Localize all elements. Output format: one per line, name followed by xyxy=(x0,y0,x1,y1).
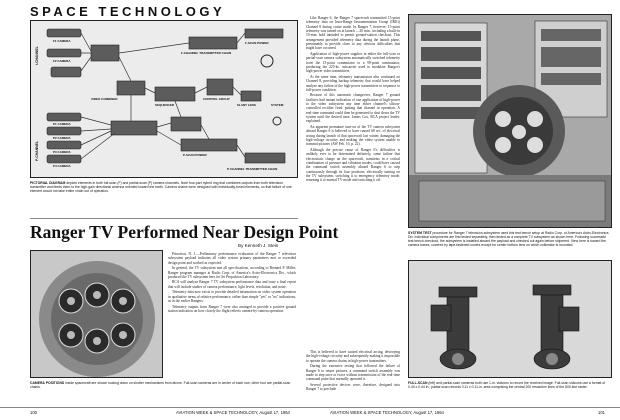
paragraph: Because of this automatic changeover, Ranger 7 ground facilities had instant indication of one application of high-power to the video subsystem any time either channel's silicon-controlled rectifier fired, putting that channel in operation. A real-time command could then be generated to shut down the TV system until the desired time, James Cox, RCA project leader, explained. xyxy=(306,93,400,124)
caption-lead: CAMERA POSITIONS xyxy=(30,381,65,385)
diagram-label: P4 CAMERA xyxy=(53,164,71,168)
full-scan-camera-photo xyxy=(408,260,612,378)
diagram-label: F1 CAMERA xyxy=(53,39,71,43)
article-byline: By Kenneth J. Stein xyxy=(238,243,279,248)
footer-rule xyxy=(0,407,620,408)
caption-body: (left) and partial-scan cameras both use 1-in. vidicons to record the received image. Full-scan vidicons use a format of 0.44 x 0.44 in.; partial scan records 0.11 x 0.11-in. area comprising the central 200 resolution lines of the 800-line raster. xyxy=(408,381,606,390)
paragraph: Several protective devices were, therefore, designed into Ranger 7 to preclude xyxy=(306,382,400,392)
article-column-2 xyxy=(306,16,400,184)
caption-lead: FULL-SCAN xyxy=(408,381,428,385)
diagram-label: CONTROL GROUP xyxy=(203,97,230,101)
full-scan-illustration xyxy=(409,261,612,378)
left-page-number: 100 xyxy=(30,410,37,415)
diagram-label: P2 CAMERA xyxy=(53,136,71,140)
right-page-number: 101 xyxy=(598,410,605,415)
diagram-label: F-CHANNEL TRANSMITTER CHAIN xyxy=(181,51,232,55)
diagram-label: P1 CAMERA xyxy=(53,122,71,126)
caption-body: depicts elements in both full-scan (F) and partial-scan (P) camera channels. Note four-part hybrid ring that combines outputs from both television transmitter and feeds them to the high-gain directional antenna oriented toward the earth. Camera chains were designed with individually-fused elements, so that failure of one element would not take entire chain out of operation. xyxy=(30,181,292,194)
full-scan-caption xyxy=(408,381,612,389)
caption-body: inside spacecraft are shown looking down on shutter mechanisms from above. Full-scan cameras are in center of each row; other four are partial-scan chains. xyxy=(30,381,291,390)
pictorial-diagram xyxy=(30,20,298,178)
article-column-1 xyxy=(168,252,296,314)
paragraph: Telemetry outputs from Ranger 7 were also arranged to provide a positive ground station indication on how closely the flight reflects camera-by-camera operation. xyxy=(168,304,296,313)
diagram-label: SEQUENCER xyxy=(155,103,175,107)
section-header: SPACE TECHNOLOGY xyxy=(30,4,226,19)
camera-caption xyxy=(30,381,298,389)
caption-lead: PICTORIAL DIAGRAM xyxy=(30,181,66,185)
diagram-label: P3 CAMERA xyxy=(53,150,71,154)
system-test-illustration xyxy=(409,15,612,228)
paragraph: Like Ranger 6, the Ranger 7 spacecraft transmitted 15-point telemetry data on Intra-Range Instrumentation Group (IRIG) Channel 8 during cruise mode. In Ranger 7, however, 15-point telemetry was turned on at launch —30 min., including a built-in 10-min. hold intended to permit ground-station checkout. This arrangement provided telemetry data during the launch phase, presumably to provide clues to any obvious difficulties that might have occurred. xyxy=(306,16,400,51)
group-label-p-channel: P-CHANNEL xyxy=(35,141,39,161)
system-test-photo xyxy=(408,14,612,228)
right-footer-text: AVIATION WEEK & SPACE TECHNOLOGY, August 17, 1964 xyxy=(330,410,444,415)
article-column-3 xyxy=(306,350,400,393)
article-headline: Ranger TV Performed Near Design Point xyxy=(30,222,339,242)
caption-body: procedure for Ranger 7 television subsystem used this test bench setup at Radio Corp. of America's Astro-Electronics Div. Individual components are first tested separately, then tested as a complete TV subsystem as shown here. Following successful test bench checkout, the subsystem is installed aboard the payload and checked out again before shipment. View here is toward the camera bases, covered by tape-fastened covers except for center bottom lens on which collimator is mounted. xyxy=(408,231,609,248)
group-label-i-channel: I-CHANNEL xyxy=(35,46,39,65)
paragraph: An apparent premature turn-on of the TV camera subsystem aboard Ranger 6 is believed to have caused 68 sec. of electrical arcing during launch of that spacecraft last winter, damaging the high-voltage circuitry and making the video system unable to transmit pictures (AW Feb. 10, p. 22). xyxy=(306,125,400,147)
diagram-label: VIDEO COMBINER xyxy=(91,97,118,101)
caption-lead: SYSTEM TEST xyxy=(408,231,432,235)
diagram-label: P-CHANNEL TRANSMITTER CHAIN xyxy=(227,167,278,171)
camera-photo-illustration xyxy=(31,251,163,378)
paragraph: Although the precise cause of Ranger 6's difficulties is unlikely ever to be determined definitely, some failure that electrostatic charge on the spacecraft, transients in a critical combination of pressure and vibration modes, could have caused the command switch assembly aboard Ranger 6 to step continuously through its four positions, electrically turning on the TV subsystem, switching it to emergency telemetry mode, returning it to normal TV mode and switching it off. xyxy=(306,147,400,183)
paragraph: RCA will analyze Ranger 7 TV subsystem performance data and issue a final report that will include studies of camera performance, light levels, resolution, and noise. xyxy=(168,280,296,289)
camera-positions-photo xyxy=(30,250,163,378)
diagram-label: F2 CAMERA xyxy=(53,59,71,63)
diagram-caption xyxy=(30,181,298,193)
paragraph: Telemetry data now exists to provide detailed information on video system operation in qualitative terms of relative performance, rather than simple "yes" or "no" indications, as in the earlier Rangers. xyxy=(168,290,296,303)
paragraph: During the extensive testing that followed the failure of Ranger 6 to return pictures, a command switch assembly was made to step once or twice without transmission of the real-time command pulse that normally operated it. xyxy=(306,364,400,382)
diagram-label: SYSTEM xyxy=(271,103,284,107)
paragraph: Princeton, N. J.—Preliminary performance evaluation of the Ranger 7 television subsystem payload indicates all video system primary parameters met or exceeded design point and worked as expected. xyxy=(168,252,296,265)
paragraph: This is believed to have caused electrical arcing, destroying the high-voltage circuitry and subsequently making it impossible to operate the camera chains in high-power transmitters. xyxy=(306,350,400,363)
diagram-label: F-SCAN POWER xyxy=(245,41,269,45)
system-test-caption xyxy=(408,231,612,247)
diagram-label: SLANT LENS xyxy=(237,103,256,107)
paragraph: At the same time, telemetry transmission also continued on Channel 8, providing backup telemetry that would have helped analyze any failure of the high-power transmitters to sequence to full-power condition. xyxy=(306,74,400,92)
divider xyxy=(30,218,298,219)
diagram-label: P-SCAN POWER xyxy=(183,153,207,157)
paragraph: In general, the TV subsystem met all specifications, according to Bernard P. Miller, Ranger program manager at Radio Corp. of America's Astro-Electronics Div., which produced the TV subsystem here for Jet Propulsion Laboratory. xyxy=(168,266,296,279)
left-footer-text: AVIATION WEEK & SPACE TECHNOLOGY, August 17, 1964 xyxy=(176,410,290,415)
paragraph: Application of high-power supplies in either the full-scan or partial-scan camera subsystem automatically switched telemetry from the 15-point commutator to a 90-point commutator, producing the 225-kc. subcarrier used to modulate Ranger's high-power video transmitters. xyxy=(306,51,400,74)
